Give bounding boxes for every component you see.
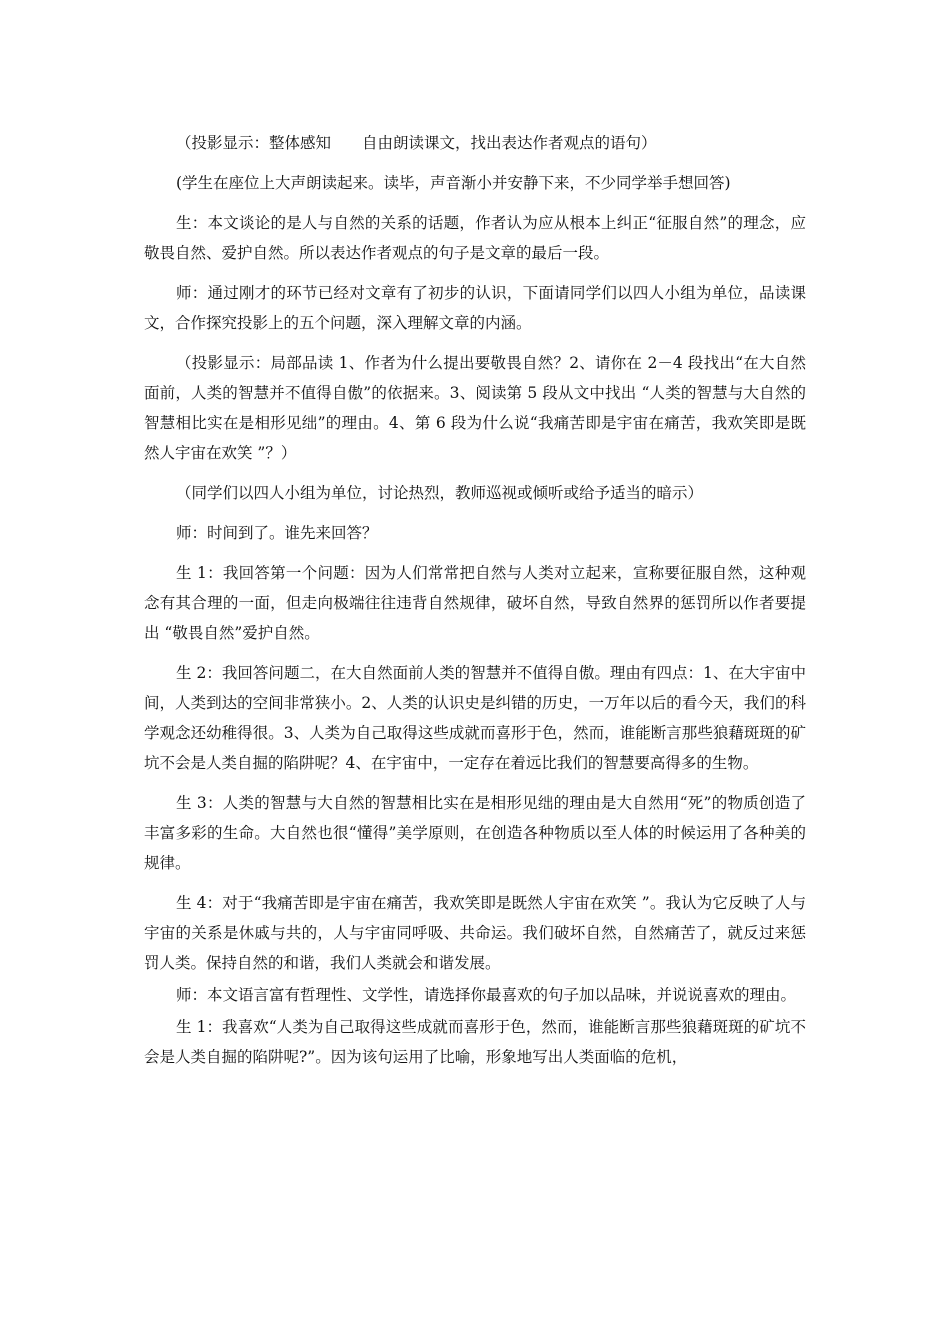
paragraph-student-3: 生 3：人类的智慧与大自然的智慧相比实在是相形见绌的理由是大自然用“死”的物质创造了丰富多彩的生命。大自然也很“懂得”美学原则，在创造各种物质以至人体的时候运用了各种美的规律。 <box>144 794 806 872</box>
paragraph-student-favorite: 生 1：我喜欢“人类为自己取得这些成就而喜形于色，然而，谁能断言那些狼藉斑斑的矿坑不会是人类自掘的陷阱呢?”。因为该句运用了比喻，形象地写出人类面临的危机， <box>144 1018 806 1066</box>
paragraph-student-4: 生 4：对于“我痛苦即是宇宙在痛苦，我欢笑即是既然人宇宙在欢笑 ”。我认为它反映了人与宇宙的关系是休戚与共的，人与宇宙同呼吸、共命运。我们破坏自然，自然痛苦了，就反过来惩罚人类。保持自然的和谐，我们人类就会和谐发展。 <box>144 894 806 972</box>
paragraph-students-reading: (学生在座位上大声朗读起来。读毕，声音渐小并安静下来，不少同学举手想回答) <box>176 174 731 192</box>
paragraph-teacher-language: 师：本文语言富有哲理性、文学性，请选择你最喜欢的句子加以品味，并说说喜欢的理由。 <box>176 986 797 1004</box>
document-body <box>144 128 806 1072</box>
paragraph-student-1: 生 1：我回答第一个问题：因为人们常常把自然与人类对立起来，宣称要征服自然，这种观念有其合理的一面，但走向极端往往违背自然规律，破坏自然，导致自然界的惩罚所以作者要提出 “敬畏自然”爱护自然。 <box>144 564 806 642</box>
paragraph-projection-2: （投影显示：局部品读 1、作者为什么提出要敬畏自然？2、请你在 2－4 段找出“在大自然面前，人类的智慧并不值得自傲”的依据来。3、阅读第 5 段从文中找出 “人类的智慧与大自然的智慧相比实在是相形见绌”的理由。4、第 6 段为什么说“我痛苦即是宇宙在痛苦，我欢笑即是既然人宇宙在欢笑 ”？） <box>144 354 806 462</box>
paragraph-student-2: 生 2：我回答问题二，在大自然面前人类的智慧并不值得自傲。理由有四点：1、在大宇宙中间，人类到达的空间非常狭小。2、人类的认识史是纠错的历史，一万年以后的看今天，我们的科学观念还幼稚得很。3、人类为自己取得这些成就而喜形于色，然而，谁能断言那些狼藉斑斑的矿坑不会是人类自掘的陷阱呢？4、在宇宙中，一定存在着远比我们的智慧要高得多的生物。 <box>144 664 806 772</box>
paragraph-projection-1: （投影显示：整体感知 自由朗读课文，找出表达作者观点的语句） <box>176 134 657 152</box>
paragraph-group-discussion: （同学们以四人小组为单位，讨论热烈，教师巡视或倾听或给予适当的暗示） <box>176 484 704 502</box>
paragraph-teacher-time: 师：时间到了。谁先来回答？ <box>176 524 378 542</box>
paragraph-student-answer: 生：本文谈论的是人与自然的关系的话题，作者认为应从根本上纠正“征服自然”的理念，应敬畏自然、爱护自然。所以表达作者观点的句子是文章的最后一段。 <box>144 214 806 262</box>
paragraph-teacher-instruction: 师：通过刚才的环节已经对文章有了初步的认识，下面请同学们以四人小组为单位，品读课文，合作探究投影上的五个问题，深入理解文章的内涵。 <box>144 284 806 332</box>
